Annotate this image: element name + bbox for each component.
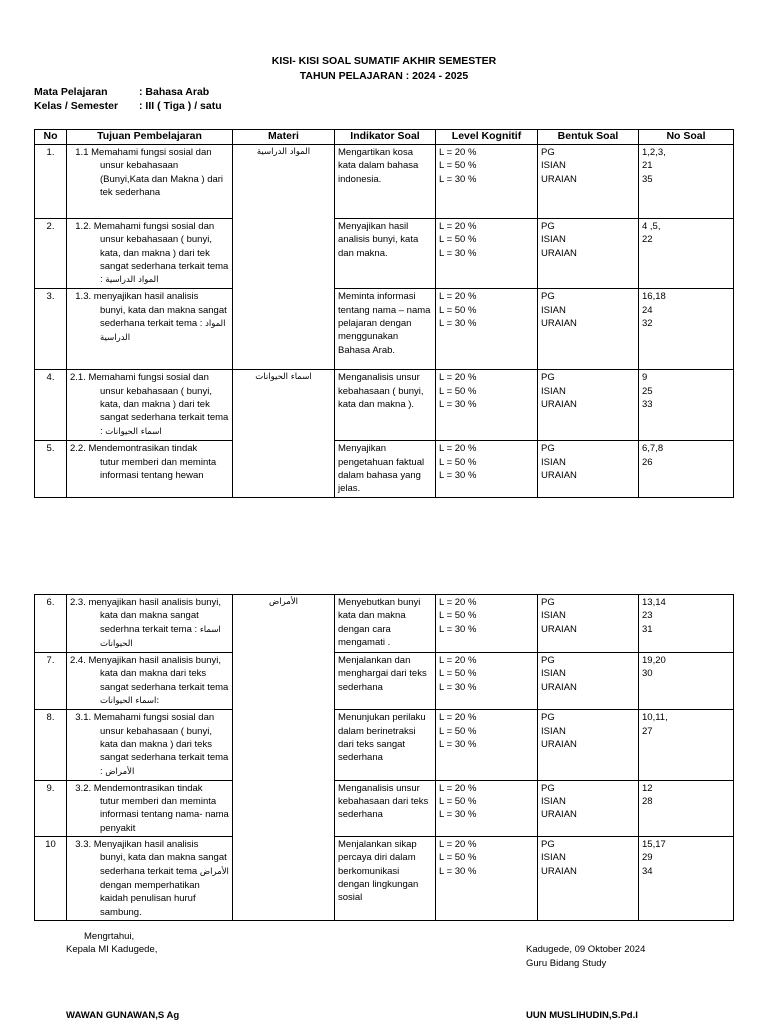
header-nosoal: No Soal <box>639 130 734 145</box>
tujuan-cell <box>67 289 233 370</box>
level-cell <box>436 710 538 780</box>
tujuan-cell <box>67 595 233 653</box>
bentuk-cell <box>538 289 639 370</box>
tujuan-arabic-theme: اسماء الحيوانات <box>100 624 221 649</box>
tujuan-first-line: 3.3. Menyajikan hasil analisis <box>70 839 199 851</box>
header-indikator: Indikator Soal <box>335 130 436 145</box>
nosoal-cell <box>639 710 734 780</box>
tujuan-cell <box>67 780 233 836</box>
tujuan-rest <box>70 609 229 651</box>
blueprint-table-page1 <box>34 129 734 498</box>
level-cell <box>436 370 538 441</box>
indikator-cell: Menganalisis unsur kebahasaan ( bunyi, kata dan makna ). <box>335 370 436 441</box>
row-number: 2. <box>35 219 67 289</box>
level-line: L = 20 % <box>439 839 477 851</box>
nosoal-line: 21 <box>642 160 653 172</box>
footer-guru: Guru Bidang Study <box>526 958 607 969</box>
bentuk-cell <box>538 219 639 289</box>
tujuan-rest <box>70 385 229 439</box>
nosoal-line: 22 <box>642 234 653 246</box>
bentuk-line: PG <box>541 782 555 794</box>
row-number: 10 <box>35 837 67 921</box>
bentuk-cell <box>538 780 639 836</box>
nosoal-line: 13,14 <box>642 597 666 608</box>
table-row <box>35 595 734 653</box>
tujuan-text: kata dan makna dari teks sangat sederhana terkait tema <box>100 668 229 693</box>
bentuk-line: ISIAN <box>541 385 566 397</box>
bentuk-cell <box>538 370 639 441</box>
tujuan-rest <box>70 456 229 483</box>
nosoal-line: 26 <box>642 456 653 468</box>
indikator-cell: Mengartikan kosa kata dalam bahasa indonesia. <box>335 145 436 219</box>
level-line: L = 30 % <box>439 247 477 259</box>
nosoal-line: 28 <box>642 796 653 808</box>
tujuan-first-line: 1.3. menyajikan hasil analisis <box>70 291 199 303</box>
tujuan-arabic-theme: اسماء الحيوانات <box>105 426 162 437</box>
tujuan-rest <box>70 667 229 708</box>
level-line: L = 20 % <box>439 655 477 667</box>
indikator-cell: Menunjukan perilaku dalam berinetraksi dari teks sangat sederhana <box>335 710 436 780</box>
level-line: L = 50 % <box>439 304 477 316</box>
nosoal-cell <box>639 780 734 836</box>
row-number: 5. <box>35 441 67 497</box>
nosoal-line: 1,2,3, <box>642 147 666 158</box>
nosoal-line: 24 <box>642 304 653 316</box>
nosoal-cell <box>639 837 734 921</box>
tujuan-cell <box>67 710 233 780</box>
tujuan-arabic-theme: الأمراض <box>199 866 229 877</box>
tujuan-text: kata dan makna sangat sederhna terkait tema : <box>100 610 199 635</box>
table-row <box>35 289 734 370</box>
tujuan-first-line: 2.3. menyajikan hasil analisis bunyi, <box>70 597 222 608</box>
table-row <box>35 441 734 497</box>
nosoal-line: 19,20 <box>642 655 666 667</box>
bentuk-line: PG <box>541 147 555 158</box>
tujuan-cell <box>67 441 233 497</box>
level-cell <box>436 653 538 710</box>
tujuan-text: unsur kebahasaan (Bunyi,Kata dan Makna ) dari tek sederhana <box>100 160 224 198</box>
blueprint-table-page2 <box>34 594 734 921</box>
row-number: 9. <box>35 780 67 836</box>
level-line: L = 30 % <box>439 399 477 411</box>
level-line: L = 30 % <box>439 681 477 693</box>
bentuk-cell <box>538 595 639 653</box>
tujuan-text: unsur kebahasaan ( bunyi, kata, dan makna ) dari tek sangat sederhana terkait tema : <box>100 234 229 286</box>
table-header-row <box>35 130 734 145</box>
bentuk-line: URAIAN <box>541 623 577 635</box>
row-number: 6. <box>35 595 67 653</box>
tujuan-first-line: 2.4. Menyajikan hasil analisis bunyi, <box>70 655 222 667</box>
header-bentuk: Bentuk Soal <box>538 130 639 145</box>
footer-right-name: UUN MUSLIHUDIN,S.Pd.I <box>526 1010 638 1021</box>
nosoal-cell <box>639 441 734 497</box>
level-line: L = 20 % <box>439 372 477 384</box>
table-row <box>35 837 734 921</box>
bentuk-line: ISIAN <box>541 160 566 172</box>
tujuan-text: tutur memberi dan meminta informasi tentang nama- nama penyakit <box>100 796 229 834</box>
level-line: L = 50 % <box>439 456 477 468</box>
level-line: L = 50 % <box>439 234 477 246</box>
table-row <box>35 145 734 219</box>
tujuan-text: bunyi, kata dan makna sangat sederhana terkait tema : <box>100 304 227 330</box>
tujuan-cell <box>67 837 233 921</box>
bentuk-cell <box>538 837 639 921</box>
tujuan-arabic-theme: اسماء الحيوانات: <box>100 696 160 707</box>
bentuk-line: URAIAN <box>541 809 577 821</box>
table-row <box>35 710 734 780</box>
level-cell <box>436 145 538 219</box>
tujuan-first-line: 3.1. Memahami fungsi sosial dan <box>70 712 215 724</box>
indikator-cell: Menjalankan dan menghargai dari teks sederhana <box>335 653 436 710</box>
tujuan-arabic-theme: المواد الدراسية <box>105 275 159 286</box>
header-no: No <box>35 130 67 145</box>
tujuan-first-line: 3.2. Mendemontrasikan tindak <box>70 782 203 794</box>
meta-kelas <box>34 100 222 112</box>
level-line: L = 50 % <box>439 796 477 808</box>
bentuk-line: ISIAN <box>541 796 566 808</box>
bentuk-line: PG <box>541 597 555 608</box>
tujuan-cell <box>67 370 233 441</box>
tujuan-arabic-theme: الأمراض <box>105 766 135 777</box>
materi-cell: الأمراض <box>233 595 335 921</box>
tujuan-rest <box>70 233 229 287</box>
footer-kepala: Kepala MI Kadugede, <box>66 944 158 955</box>
level-line: L = 20 % <box>439 443 477 455</box>
level-line: L = 50 % <box>439 668 477 680</box>
materi-cell: اسماء الحيوانات <box>233 370 335 497</box>
nosoal-line: 9 <box>642 372 648 384</box>
header-materi: Materi <box>233 130 335 145</box>
bentuk-line: ISIAN <box>541 852 566 864</box>
indikator-cell: Menjalankan sikap percaya diri dalam berkomunikasi dengan lingkungan sosial <box>335 837 436 921</box>
nosoal-cell <box>639 653 734 710</box>
table-row <box>35 370 734 441</box>
footer-left-name: WAWAN GUNAWAN,S Ag <box>66 1010 180 1021</box>
tujuan-rest <box>70 725 229 779</box>
level-line: L = 50 % <box>439 725 477 737</box>
level-line: L = 20 % <box>439 147 477 158</box>
bentuk-line: URAIAN <box>541 247 577 259</box>
nosoal-cell <box>639 219 734 289</box>
nosoal-line: 15,17 <box>642 839 666 851</box>
table-row <box>35 780 734 836</box>
indikator-cell: Menyajikan hasil analisis bunyi, kata dan makna. <box>335 219 436 289</box>
bentuk-line: ISIAN <box>541 668 566 680</box>
tujuan-rest <box>70 159 229 199</box>
level-line: L = 20 % <box>439 782 477 794</box>
meta-mapel <box>34 86 209 98</box>
nosoal-line: 16,18 <box>642 291 666 303</box>
bentuk-line: PG <box>541 655 555 667</box>
bentuk-line: URAIAN <box>541 318 577 330</box>
nosoal-line: 27 <box>642 725 653 737</box>
tujuan-first-line: 1.2. Memahami fungsi sosial dan <box>70 221 215 232</box>
row-number: 1. <box>35 145 67 219</box>
tujuan-rest <box>70 851 229 918</box>
level-cell <box>436 780 538 836</box>
mapel-label: Mata Pelajaran <box>34 86 108 98</box>
bentuk-line: PG <box>541 712 555 724</box>
bentuk-line: ISIAN <box>541 456 566 468</box>
tujuan-text: unsur kebahasaan ( bunyi, kata, dan makna ) dari tek sangat sederhana terkait tema : <box>100 385 229 437</box>
level-line: L = 20 % <box>439 221 477 232</box>
level-cell <box>436 219 538 289</box>
kelas-label: Kelas / Semester <box>34 100 119 112</box>
tujuan-text: unsur kebahasaan ( bunyi, kata dan makna ) dari teks sangat sederhana terkait tema : <box>100 725 229 777</box>
bentuk-cell <box>538 441 639 497</box>
table-row <box>35 219 734 289</box>
level-line: L = 20 % <box>439 291 477 303</box>
tujuan-first-line: 1.1 Memahami fungsi sosial dan <box>70 147 212 158</box>
footer-mengetahui: Mengrtahui, <box>84 931 135 942</box>
bentuk-line: ISIAN <box>541 304 566 316</box>
tujuan-cell <box>67 145 233 219</box>
nosoal-line: 32 <box>642 318 653 330</box>
row-number: 7. <box>35 653 67 710</box>
tujuan-rest <box>70 304 229 346</box>
level-line: L = 30 % <box>439 623 477 635</box>
kelas-value: : III ( Tiga ) / satu <box>139 100 222 112</box>
tujuan-cell <box>67 653 233 710</box>
row-number: 4. <box>35 370 67 441</box>
level-line: L = 30 % <box>439 738 477 750</box>
tujuan-first-line: 2.1. Memahami fungsi sosial dan <box>70 372 209 384</box>
level-line: L = 20 % <box>439 597 477 608</box>
level-line: L = 50 % <box>439 385 477 397</box>
bentuk-cell <box>538 653 639 710</box>
indikator-cell: Menyebutkan bunyi kata dan makna dengan cara mengamati . <box>335 595 436 653</box>
nosoal-line: 4 ,5, <box>642 221 661 232</box>
nosoal-line: 31 <box>642 623 653 635</box>
doc-subtitle: TAHUN PELAJARAN : 2024 - 2025 <box>299 70 469 82</box>
tujuan-rest <box>70 795 229 835</box>
bentuk-line: URAIAN <box>541 173 577 185</box>
level-line: L = 30 % <box>439 809 477 821</box>
nosoal-line: 12 <box>642 782 653 794</box>
nosoal-line: 23 <box>642 610 653 622</box>
bentuk-line: ISIAN <box>541 610 566 622</box>
bentuk-line: URAIAN <box>541 399 577 411</box>
nosoal-cell <box>639 289 734 370</box>
level-cell <box>436 441 538 497</box>
nosoal-line: 10,11, <box>642 712 668 724</box>
nosoal-cell <box>639 145 734 219</box>
level-line: L = 30 % <box>439 173 477 185</box>
indikator-cell: Meminta informasi tentang nama – nama pelajaran dengan menggunakan Bahasa Arab. <box>335 289 436 370</box>
bentuk-line: PG <box>541 839 555 851</box>
bentuk-line: PG <box>541 372 555 384</box>
nosoal-cell <box>639 595 734 653</box>
bentuk-line: PG <box>541 291 555 303</box>
bentuk-cell <box>538 145 639 219</box>
nosoal-line: 6,7,8 <box>642 443 664 455</box>
tujuan-text-after: dengan memperhatikan kaidah penulisan huruf sambung. <box>100 879 200 918</box>
header-level: Level Kognitif <box>436 130 538 145</box>
indikator-cell: Menyajikan pengetahuan faktual dalam bahasa yang jelas. <box>335 441 436 497</box>
tujuan-text: bunyi, kata dan makna sangat sederhana terkait tema <box>100 852 227 877</box>
materi-cell: المواد الدراسية <box>233 145 335 370</box>
bentuk-line: PG <box>541 443 555 455</box>
bentuk-line: PG <box>541 221 555 232</box>
bentuk-cell <box>538 710 639 780</box>
tujuan-first-line: 2.2. Mendemontrasikan tindak <box>70 443 198 455</box>
level-line: L = 20 % <box>439 712 477 724</box>
level-line: L = 30 % <box>439 865 477 877</box>
row-number: 3. <box>35 289 67 370</box>
mapel-value: : Bahasa Arab <box>139 86 210 98</box>
nosoal-line: 29 <box>642 852 653 864</box>
level-line: L = 50 % <box>439 610 477 622</box>
tujuan-arabic-theme: المواد الدراسية <box>100 319 226 344</box>
footer-date: Kadugede, 09 Oktober 2024 <box>526 944 646 955</box>
nosoal-line: 35 <box>642 173 653 185</box>
indikator-cell: Menganalisis unsur kebahasaan dari teks sederhana <box>335 780 436 836</box>
level-line: L = 50 % <box>439 160 477 172</box>
row-number: 8. <box>35 710 67 780</box>
level-cell <box>436 289 538 370</box>
bentuk-line: URAIAN <box>541 865 577 877</box>
bentuk-line: ISIAN <box>541 725 566 737</box>
nosoal-line: 34 <box>642 865 653 877</box>
bentuk-line: URAIAN <box>541 470 577 482</box>
bentuk-line: ISIAN <box>541 234 566 246</box>
header-tujuan: Tujuan Pembelajaran <box>67 130 233 145</box>
tujuan-text: tutur memberi dan meminta informasi tentang hewan <box>100 456 217 482</box>
doc-title: KISI- KISI SOAL SUMATIF AKHIR SEMESTER <box>271 55 497 67</box>
table-row <box>35 653 734 710</box>
nosoal-line: 33 <box>642 399 653 411</box>
nosoal-line: 25 <box>642 385 653 397</box>
bentuk-line: URAIAN <box>541 738 577 750</box>
tujuan-cell <box>67 219 233 289</box>
bentuk-line: URAIAN <box>541 681 577 693</box>
level-cell <box>436 595 538 653</box>
nosoal-cell <box>639 370 734 441</box>
level-cell <box>436 837 538 921</box>
nosoal-line: 30 <box>642 668 653 680</box>
level-line: L = 30 % <box>439 318 477 330</box>
level-line: L = 50 % <box>439 852 477 864</box>
level-line: L = 30 % <box>439 470 477 482</box>
